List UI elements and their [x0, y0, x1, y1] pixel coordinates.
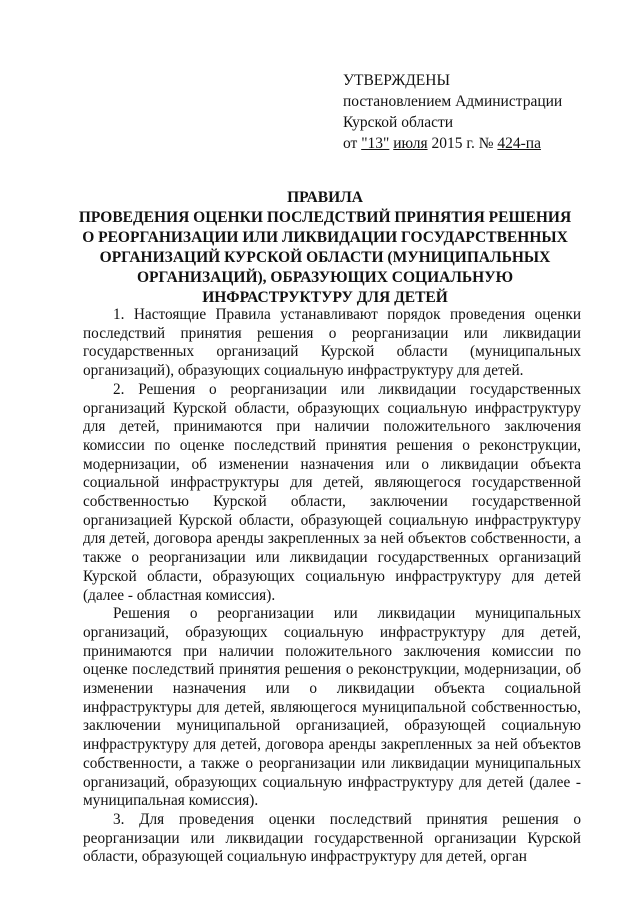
title-line-2: ПРОВЕДЕНИЯ ОЦЕНКИ ПОСЛЕДСТВИЙ ПРИНЯТИЯ РЕШЕНИЯ — [78, 209, 572, 226]
paragraph-1: 1. Настоящие Правила устанавливают порядок проведения оценки последствий принятия решения о реорганизации или ликвидации государственных организаций Курской области (муниципальных организаций), образующих социальную инфраструктуру для детей. — [83, 306, 581, 380]
approval-day: "13" — [361, 135, 390, 152]
approval-region: Курской области — [343, 114, 454, 131]
approval-issuer: постановлением Администрации — [343, 93, 563, 110]
paragraph-4: 3. Для проведения оценки последствий принятия решения о реорганизации или ликвидации государственной организации Курской области, образующей социальную инфраструктуру для детей, орган — [83, 810, 581, 866]
title-line-5: ОРГАНИЗАЦИЙ), ОБРАЗУЮЩИХ СОЦИАЛЬНУЮ — [136, 269, 514, 286]
approval-year: 2015 г. № — [431, 135, 494, 152]
title-line-6: ИНФРАСТРУКТУРУ ДЛЯ ДЕТЕЙ — [202, 289, 448, 306]
approval-month: июля — [393, 135, 428, 152]
paragraph-3: Решения о реорганизации или ликвидации муниципальных организаций, образующих социальную инфраструктуру для детей, принимаются при наличии положительного заключения комиссии по оценке последствий принятия решения о реконструкции, модернизации, об изменении назначения или о ликвидации объекта социальной инфраструктуры для детей, являющегося муниципальной собственностью, заключении муниципальной организацией, образующей социальную инфраструктуру для детей, договора аренды закрепленных за ней объектов собственности, а также о реорганизации или ликвидации муниципальных организаций, образующих социальную инфраструктуру для детей (далее - муниципальная комиссия). — [83, 605, 581, 810]
approval-heading: УТВЕРЖДЕНЫ — [343, 72, 450, 89]
approval-date-prefix: от — [343, 135, 358, 152]
title-line-1: ПРАВИЛА — [287, 189, 363, 206]
title-line-3: О РЕОРГАНИЗАЦИИ ИЛИ ЛИКВИДАЦИИ ГОСУДАРСТВЕННЫХ — [82, 229, 568, 246]
document-body — [83, 306, 581, 867]
document-title — [70, 188, 580, 308]
approval-number: 424-па — [497, 135, 541, 152]
approval-stamp — [343, 70, 603, 154]
title-line-4: ОРГАНИЗАЦИЙ КУРСКОЙ ОБЛАСТИ (МУНИЦИПАЛЬНЫХ — [99, 249, 551, 266]
paragraph-2: 2. Решения о реорганизации или ликвидации государственных организаций Курской области, образующих социальную инфраструктуру для детей, принимаются при наличии положительного заключения комиссии по оценке последствий принятия решения о реконструкции, модернизации, об изменении назначения или о ликвидации объекта социальной инфраструктуры для детей, являющегося государственной собственностью Курской области, заключении государственной организацией Курской области, образующей социальную инфраструктуру для детей, договора аренды закрепленных за ней объектов собственности, а также о реорганизации или ликвидации государственных организаций Курской области, образующих социальную инфраструктуру для детей (далее - областная комиссия). — [83, 380, 581, 604]
approval-date-line — [343, 133, 603, 154]
